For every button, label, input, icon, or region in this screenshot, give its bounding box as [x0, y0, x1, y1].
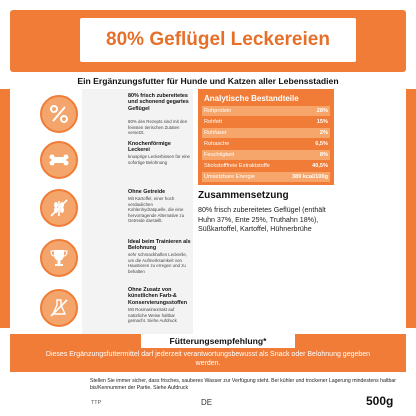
trophy-icon	[40, 239, 78, 277]
analysis-row	[202, 139, 330, 149]
feature-body: 80% des Rezepts sind mit den feinsten tierischen Zutaten versetzt.	[128, 119, 188, 135]
percent-icon	[40, 95, 78, 133]
analysis-row	[202, 106, 330, 116]
language-code: DE	[201, 398, 213, 407]
row-value: 6,5%	[315, 141, 328, 147]
feature-title: 80% frisch zubereitetes und schonend gegartes Geflügel	[128, 93, 189, 112]
left-orange-margin	[0, 89, 10, 328]
feature-body: Mit Rosmarinextrakt auf natürliche Weise haltbar gemacht. Siehe Aufdruck	[128, 307, 177, 323]
feature-title: Ohne Zusatz von künstlichen Farb-& Konservierungsstoffen	[128, 287, 188, 306]
row-value: 2%	[319, 130, 328, 136]
analysis-row	[202, 161, 330, 171]
features-panel	[82, 89, 193, 343]
title-band	[10, 10, 406, 72]
row-label: Umsetzbare Energie	[204, 174, 255, 180]
ttp-label: TTP	[91, 400, 102, 406]
analysis-panel	[198, 89, 334, 185]
row-label: Rohprotein	[204, 108, 232, 114]
net-weight: 500g	[366, 394, 394, 408]
no-additives-icon	[40, 289, 78, 327]
right-orange-margin	[406, 89, 416, 328]
storage-note: Stellen Sie immer sicher, dass frisches, sauberes Wasser zur Verfügung steht. Bei kühler und trockener Lagerung mindestens haltbar bis/Kennummer der Partie. Siehe Aufdruck	[90, 378, 397, 391]
feature-body: Mit Kartoffel, einer hoch verdaulichen Kohlenhydratquelle, die eine hervorragende Alternative zu Getreide darstellt.	[128, 196, 185, 223]
bone-treat-icon	[40, 141, 78, 179]
row-label: Stickstofffreie Extraktstoffe	[204, 163, 270, 169]
feature-title: Ohne Getreide	[128, 189, 166, 195]
feature-title: Knochenförmige Leckerei	[128, 141, 171, 154]
row-label: Rohasche	[204, 141, 230, 147]
feature-body: sehr schmackhaftes Leckerlie, um die Aufmerksamkeit von Haustieren zu erregen und zu behalten	[128, 252, 188, 274]
analysis-row	[202, 128, 330, 138]
analysis-row	[202, 150, 330, 160]
row-value: 8%	[319, 152, 328, 158]
feeding-band	[10, 334, 406, 372]
feeding-text: Dieses Ergänzungsfuttermittel darf jederzeit verantwortungsbewusst als Snack oder Belohnung gegeben werden.	[45, 351, 371, 368]
row-value: 389 kcal/100g	[291, 174, 328, 180]
product-title: 80% Geflügel Leckereien	[106, 29, 330, 50]
row-label: Rohfaser	[204, 130, 227, 136]
row-label: Feuchtigkeit	[204, 152, 235, 158]
row-value: 28%	[316, 108, 328, 114]
analysis-row	[202, 117, 330, 127]
analysis-title: Analytische Bestandteile	[204, 94, 299, 103]
composition-title: Zusammensetzung	[198, 190, 289, 201]
row-value: 15%	[316, 119, 328, 125]
analysis-row	[202, 172, 330, 182]
composition-text: 80% frisch zubereitetes Geflügel (enthält Huhn 37%, Ente 25%, Truthahn 18%), Süßkartoffel, Kartoffel, Hühnerbrühe	[198, 206, 326, 234]
feature-title: Ideal beim Trainieren als Belohnung	[128, 239, 191, 252]
product-subtitle: Ein Ergänzungsfutter für Hunde und Katzen aller Lebensstadien	[77, 76, 339, 86]
no-grain-icon	[40, 189, 78, 227]
feature-body: knusprige Leckerbissen für eine sofortige Belohnung	[128, 154, 190, 165]
title-box	[80, 18, 356, 62]
row-value: 40,5%	[312, 163, 328, 169]
row-label: Rohfett	[204, 119, 223, 125]
feeding-title: Fütterungsempfehlung*	[141, 334, 295, 348]
